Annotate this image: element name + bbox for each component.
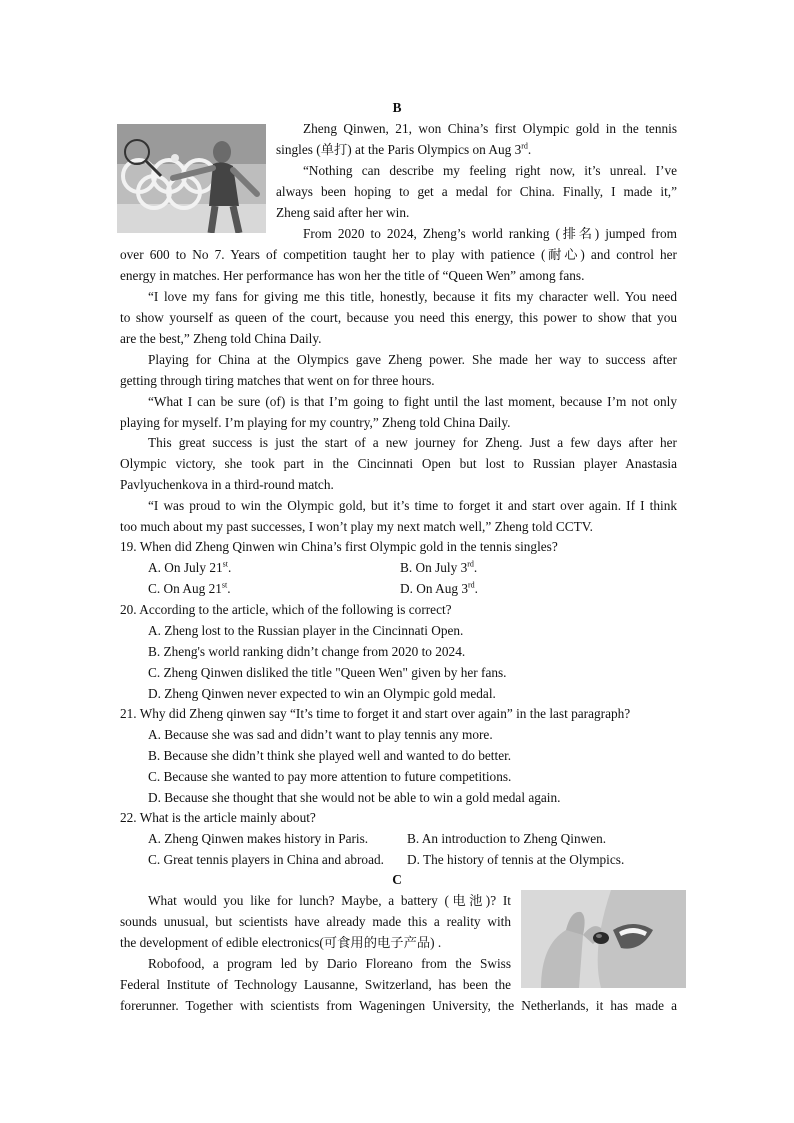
q22-option-c: C. Great tennis players in China and abroad. bbox=[148, 852, 384, 867]
q20-option-a: A. Zheng lost to the Russian player in the Cincinnati Open. bbox=[148, 623, 464, 638]
q20-option-c: C. Zheng Qinwen disliked the title "Queen Wen" given by her fans. bbox=[148, 665, 507, 680]
b-p5-line2: getting through tiring matches that went on for three hours. bbox=[120, 373, 435, 388]
q22-option-a: A. Zheng Qinwen makes history in Paris. bbox=[148, 831, 369, 846]
b-p6-line1: “What I can be sure (of) is that I’m going to fight until the last moment, because I’m not only bbox=[148, 394, 677, 409]
b-p6-line2: playing for myself. I’m playing for my country,” Zheng told China Daily. bbox=[120, 415, 511, 430]
c-p2-line2: Federal Institute of Technology Lausanne, Switzerland, has been the bbox=[120, 977, 511, 992]
b-p4-line1: “I love my fans for giving me this title, honestly, because it fits my character well. You need bbox=[148, 289, 677, 304]
c-p1-line1: What would you like for lunch? Maybe, a battery (电池)? It bbox=[148, 893, 511, 908]
q21-option-b: B. Because she didn’t think she played well and wanted to do better. bbox=[148, 748, 512, 763]
q19-stem: 19. When did Zheng Qinwen win China’s first Olympic gold in the tennis singles? bbox=[120, 539, 558, 554]
b-p4-line3: are the best,” Zheng told China Daily. bbox=[120, 331, 322, 346]
q19-option-c: C. On Aug 21st. bbox=[148, 580, 231, 596]
b-p7-line2: Olympic victory, she took part in the Cincinnati Open but lost to Russian player Anastasia bbox=[120, 456, 677, 471]
b-p2-line3: Zheng said after her win. bbox=[276, 205, 410, 220]
q21-option-d: D. Because she thought that she would not be able to win a gold medal again. bbox=[148, 790, 561, 805]
q21-stem: 21. Why did Zheng qinwen say “It’s time to forget it and start over again” in the last paragraph? bbox=[120, 706, 631, 721]
q19-option-d: D. On Aug 3rd. bbox=[400, 580, 478, 596]
b-p2-line2: always been hoping to get a medal for China. Finally, I made it,” bbox=[276, 184, 677, 199]
b-p3-line2: over 600 to No 7. Years of competition taught her to play with patience (耐心) and control her bbox=[120, 247, 677, 262]
b-p3-line3: energy in matches. Her performance has won her the title of “Queen Wen” among fans. bbox=[120, 268, 585, 283]
q20-option-b: B. Zheng's world ranking didn’t change from 2020 to 2024. bbox=[148, 644, 466, 659]
b-p4-line2: to show yourself as queen of the court, because you need this energy, this power to show that you bbox=[120, 310, 677, 325]
q19-option-a: A. On July 21st. bbox=[148, 559, 232, 575]
q22-stem: 22. What is the article mainly about? bbox=[120, 810, 316, 825]
tennis-player-photo bbox=[117, 124, 266, 233]
b-p8-line2: too much about my past successes, I won’t play my next match well,” Zheng told CCTV. bbox=[120, 519, 593, 534]
b-p5-line1: Playing for China at the Olympics gave Zheng power. She made her way to success after bbox=[148, 352, 677, 367]
b-p1-line2: singles (单打) at the Paris Olympics on Aug 3rd. bbox=[276, 141, 532, 157]
b-p8-line1: “I was proud to win the Olympic gold, but it’s time to forget it and start over again. If I think bbox=[148, 498, 677, 513]
c-p2-line3: forerunner. Together with scientists from Wageningen University, the Netherlands, it has made a bbox=[120, 998, 677, 1013]
section-b-heading: B bbox=[392, 100, 402, 115]
b-p7-line1: This great success is just the start of a new journey for Zheng. Just a few days after her bbox=[148, 435, 677, 450]
q19-option-b: B. On July 3rd. bbox=[400, 559, 478, 575]
q20-option-d: D. Zheng Qinwen never expected to win an Olympic gold medal. bbox=[148, 686, 496, 701]
c-p2-line1: Robofood, a program led by Dario Floreano from the Swiss bbox=[148, 956, 511, 971]
q21-option-c: C. Because she wanted to pay more attention to future competitions. bbox=[148, 769, 512, 784]
edible-battery-photo bbox=[521, 890, 686, 988]
c-p1-line2: sounds unusual, but scientists have already made this a reality with bbox=[120, 914, 511, 929]
c-p1-line3: the development of edible electronics(可食用的电子产品) . bbox=[120, 935, 442, 950]
q22-option-b: B. An introduction to Zheng Qinwen. bbox=[407, 831, 607, 846]
q20-stem: 20. According to the article, which of the following is correct? bbox=[120, 602, 452, 617]
q22-option-d: D. The history of tennis at the Olympics. bbox=[407, 852, 625, 867]
b-p3-line1: From 2020 to 2024, Zheng’s world ranking (排名) jumped from bbox=[303, 226, 677, 241]
b-p7-line3: Pavlyuchenkova in a third-round match. bbox=[120, 477, 334, 492]
section-c-heading: C bbox=[392, 872, 402, 887]
q21-option-a: A. Because she was sad and didn’t want to play tennis any more. bbox=[148, 727, 493, 742]
b-p1-line1: Zheng Qinwen, 21, won China’s first Olympic gold in the tennis bbox=[303, 121, 677, 136]
b-p2-line1: “Nothing can describe my feeling right now, it’s unreal. I’ve bbox=[303, 163, 677, 178]
